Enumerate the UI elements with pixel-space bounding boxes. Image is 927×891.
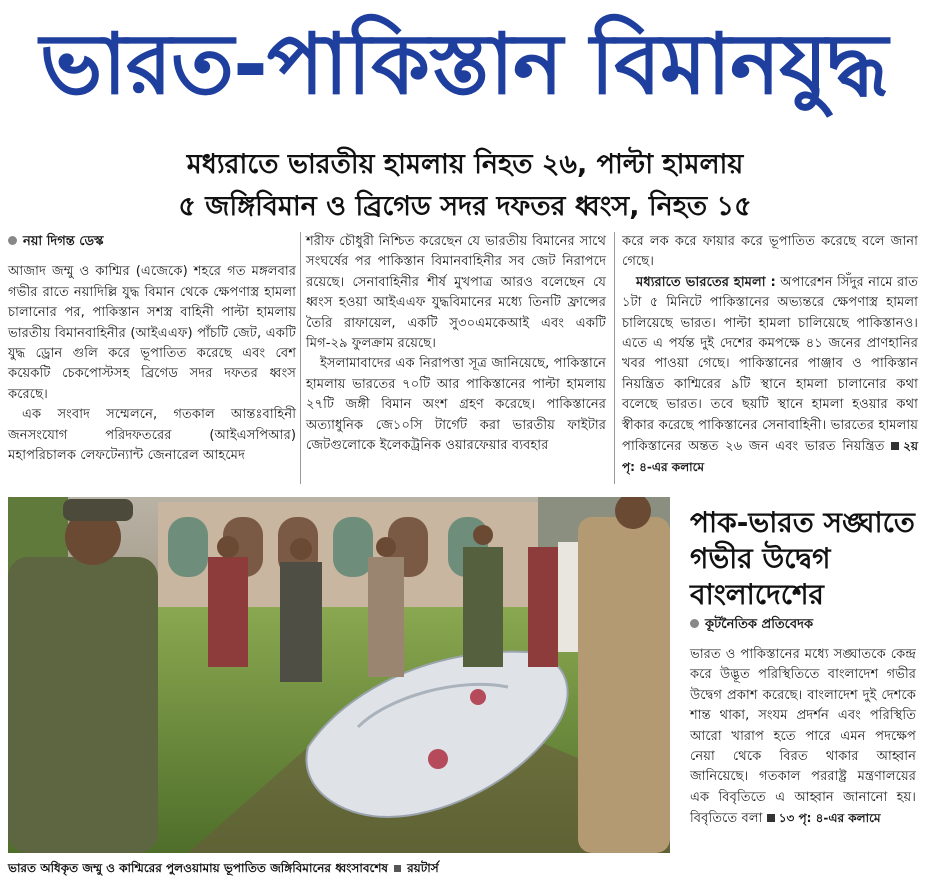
- column-divider: [300, 232, 301, 484]
- wreckage-photo-illustration: [8, 497, 670, 853]
- paragraph: এক সংবাদ সম্মেলনে, গতকাল আন্তঃবাহিনী জনসংযোগ পরিদফতরের (আইএসপিআর) মহাপরিচালক লেফটেন্যান্ট জেনারেল আহমেদ: [8, 407, 296, 464]
- byline: নয়া দিগন্ত ডেস্ক: [8, 232, 296, 252]
- paragraph: শরীফ চৌধুরী নিশ্চিত করেছেন যে ভারতীয় বিমানের সাথে সংঘর্ষের পর পাকিস্তান বিমানবাহিনীর সব জেট নিরাপদে রয়েছে। সেনাবাহিনীর শীর্ষ মুখপাত্র আরও বলেছেন যে ধ্বংস হওয়া আইএএফ যুদ্ধবিমানের মধ্যে তিনটি ফ্রান্সের তৈরি রাফায়েল, একটি সু৩০এমকেআই এবং একটি মিগ-২৯ ফুলক্রাম রয়েছে।: [306, 234, 606, 352]
- paragraph: করে লক করে ফায়ার করে ভূপাতিত করেছে বলে জানা গেছে।: [622, 234, 918, 270]
- column-divider: [614, 232, 615, 484]
- deck-line-1: মধ্যরাতে ভারতীয় হামলায় নিহত ২৬, পাল্টা হামলায়: [186, 149, 744, 180]
- news-photo: [8, 497, 670, 853]
- side-story-body: ভারত ও পাকিস্তানের মধ্যে সঙ্ঘাতকে কেন্দ্র করে উদ্ভূত পরিস্থিতিতে বাংলাদেশ গভীর উদ্বেগ প্রকাশ করেছে। বাংলাদেশ দুই দেশকে শান্ত থাকা, সংযম প্রদর্শন এবং পরিস্থিতি আরো খারাপ হতে পারে এমন পদক্ষেপ নেয়া থেকে বিরত থাকার আহ্বান জানিয়েছে। গতকাল পররাষ্ট্র মন্ত্রণালয়ের এক বিবৃতিতে এ আহ্বান জানানো হয়। বিবৃতিতে বলা ১৩ পৃ: ৪-এর কলামে: [690, 647, 916, 827]
- subhead: মধ্যরাতে ভারতের হামলা :: [636, 274, 776, 290]
- paragraph: ইসলামাবাদের এক নিরাপত্তা সূত্র জানিয়েছে, পাকিস্তানে হামলায় ভারতের ৭০টি আর পাকিস্তানের পাল্টা হামলায় ২৭টি জঙ্গী বিমান অংশ গ্রহণ করেছে। পাকিস্তানের অত্যাধুনিক জে১০সি টার্গেট করা ভারতীয় ফাইটার জেটগুলোকে ইলেকট্রনিক ওয়ারফেয়ার ব্যবহার: [306, 356, 606, 454]
- story-column-2: [306, 232, 606, 456]
- continued-note: ২য় পৃ: ৪-এর কলামে: [622, 439, 918, 475]
- bullet-icon: [690, 619, 699, 628]
- side-story-byline: কূটনৈতিক প্রতিবেদক: [690, 615, 915, 636]
- continued-note: ১৩ পৃ: ৪-এর কলামে: [767, 811, 881, 825]
- story-column-1: [8, 232, 296, 466]
- paragraph: আজাদ জম্মু ও কাশ্মির (এজেকে) শহরে গত মঙ্গলবার গভীর রাতে নয়াদিল্লি যুদ্ধ বিমান থেকে ক্ষেপণাস্ত্র হামলা চালানোর পর, পাকিস্তান সশস্ত্র বাহিনী পাল্টা হামলায় ভারতীয় বিমানবাহিনীর (আইএএফ) পাঁচটি জেট, একটি যুদ্ধ ড্রোন গুলি করে ভূপাতিত করেছে এবং বেশ কয়েকটি চেকপোস্টসহ ব্রিগেড সদর দফতর ধ্বংস করেছে।: [8, 264, 296, 402]
- story-column-3: [622, 232, 918, 479]
- deck-line-2: ৫ জঙ্গিবিমান ও ব্রিগেড সদর দফতর ধ্বংস, নিহত ১৫: [178, 191, 752, 222]
- bullet-icon: [8, 236, 17, 245]
- photo-caption: ভারত অধিকৃত জম্মু ও কাশ্মিরের পুলওয়ামায় ভূপাতিত জঙ্গিবিমানের ধ্বংসাবশেষ রয়টার্স: [8, 861, 439, 875]
- side-story-headline: পাক-ভারত সঙ্ঘাতে গভীর উদ্বেগ বাংলাদেশের: [690, 506, 915, 611]
- photo-credit: রয়টার্স: [407, 861, 439, 875]
- separator-icon: [394, 865, 401, 872]
- main-headline: ভারত-পাকিস্তান বিমানযুদ্ধ: [39, 15, 888, 113]
- paragraph: মধ্যরাতে ভারতের হামলা : অপারেশন সিঁদুর নামে রাত ১টা ৫ মিনিটে পাকিস্তানের অভ্যন্তরে ক্ষেপণাস্ত্র হামলা চালিয়েছে ভারত। পাল্টা হামলা চালিয়েছে পাকিস্তানও। এতে এ পর্যন্ত দুই দেশের কমপক্ষে ৪১ জনের প্রাণহানির খবর পাওয়া গেছে। পাকিস্তানের পাঞ্জাব ও পাকিস্তান নিয়ন্ত্রিত কাশ্মিরের ৯টি স্থানে হামলা চালানোর কথা বলেছে ভারত। তবে ছয়টি স্থানে হামলা হওয়ার কথা স্বীকার করেছে পাকিস্তানের সেনাবাহিনী। ভারতের হামলায় পাকিস্তানের অন্তত ২৬ জন এবং ভারত নিয়ন্ত্রিত ২য় পৃ: ৪-এর কলামে: [622, 274, 919, 475]
